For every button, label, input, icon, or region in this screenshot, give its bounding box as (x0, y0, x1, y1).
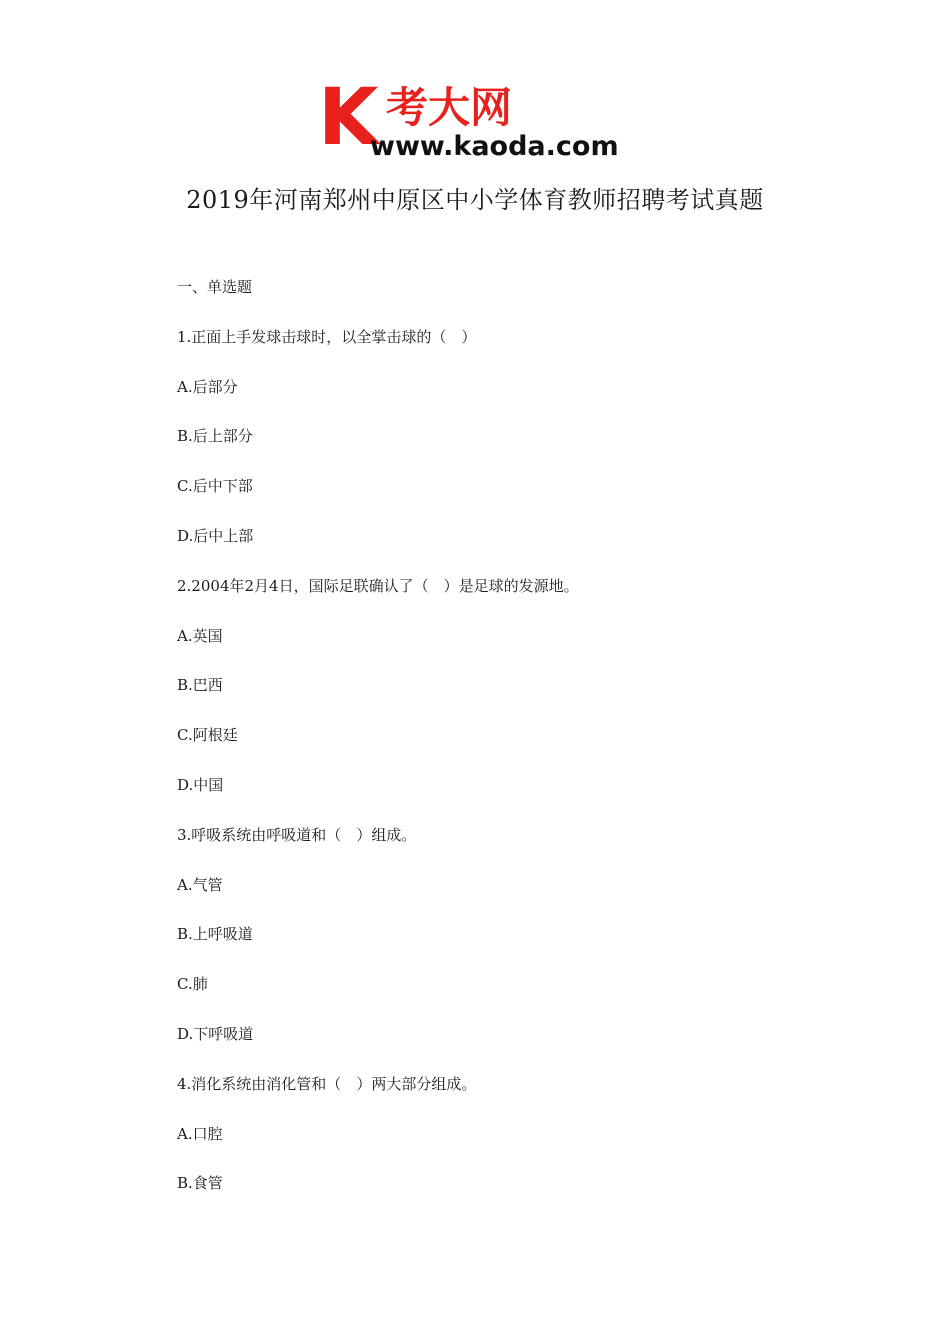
question-1-option-c: C.后中下部 (177, 477, 253, 496)
kaoda-logo (318, 80, 638, 160)
logo-k-letter: K (318, 80, 379, 160)
question-1-stem: 1.正面上手发球击球时，以全掌击球的（ ） (177, 327, 477, 346)
question-1-option-d: D.后中上部 (177, 526, 254, 545)
question-1-option-a: A.后部分 (177, 377, 238, 396)
question-list (177, 275, 827, 1221)
question-3-option-c: C.肺 (177, 975, 208, 994)
logo-brand-cn: 考大网 (386, 83, 513, 132)
section-heading: 一、单选题 (177, 278, 253, 296)
question-2-option-a: A.英国 (177, 626, 223, 645)
question-4-stem: 4.消化系统由消化管和（ ）两大部分组成。 (177, 1074, 477, 1093)
question-3-option-b: B.上呼吸道 (177, 925, 253, 944)
question-2-option-b: B.巴西 (177, 676, 223, 695)
question-4-option-b: B.食管 (177, 1174, 223, 1193)
question-3-option-d: D.下呼吸道 (177, 1024, 254, 1043)
question-4-option-a: A.口腔 (177, 1124, 223, 1143)
question-2-option-d: D.中国 (177, 775, 224, 794)
document-title: 2019年河南郑州中原区中小学体育教师招聘考试真题 (186, 186, 764, 214)
logo-brand-url: www.kaoda.com (370, 131, 619, 160)
kaoda-logo-graphic (318, 80, 638, 160)
question-2-stem: 2.2004年2月4日，国际足联确认了（ ）是足球的发源地。 (177, 576, 579, 595)
question-3-option-a: A.气管 (177, 875, 223, 894)
question-1-option-b: B.后上部分 (177, 427, 253, 446)
question-2-option-c: C.阿根廷 (177, 726, 238, 745)
question-3-stem: 3.呼吸系统由呼吸道和（ ）组成。 (177, 825, 417, 844)
